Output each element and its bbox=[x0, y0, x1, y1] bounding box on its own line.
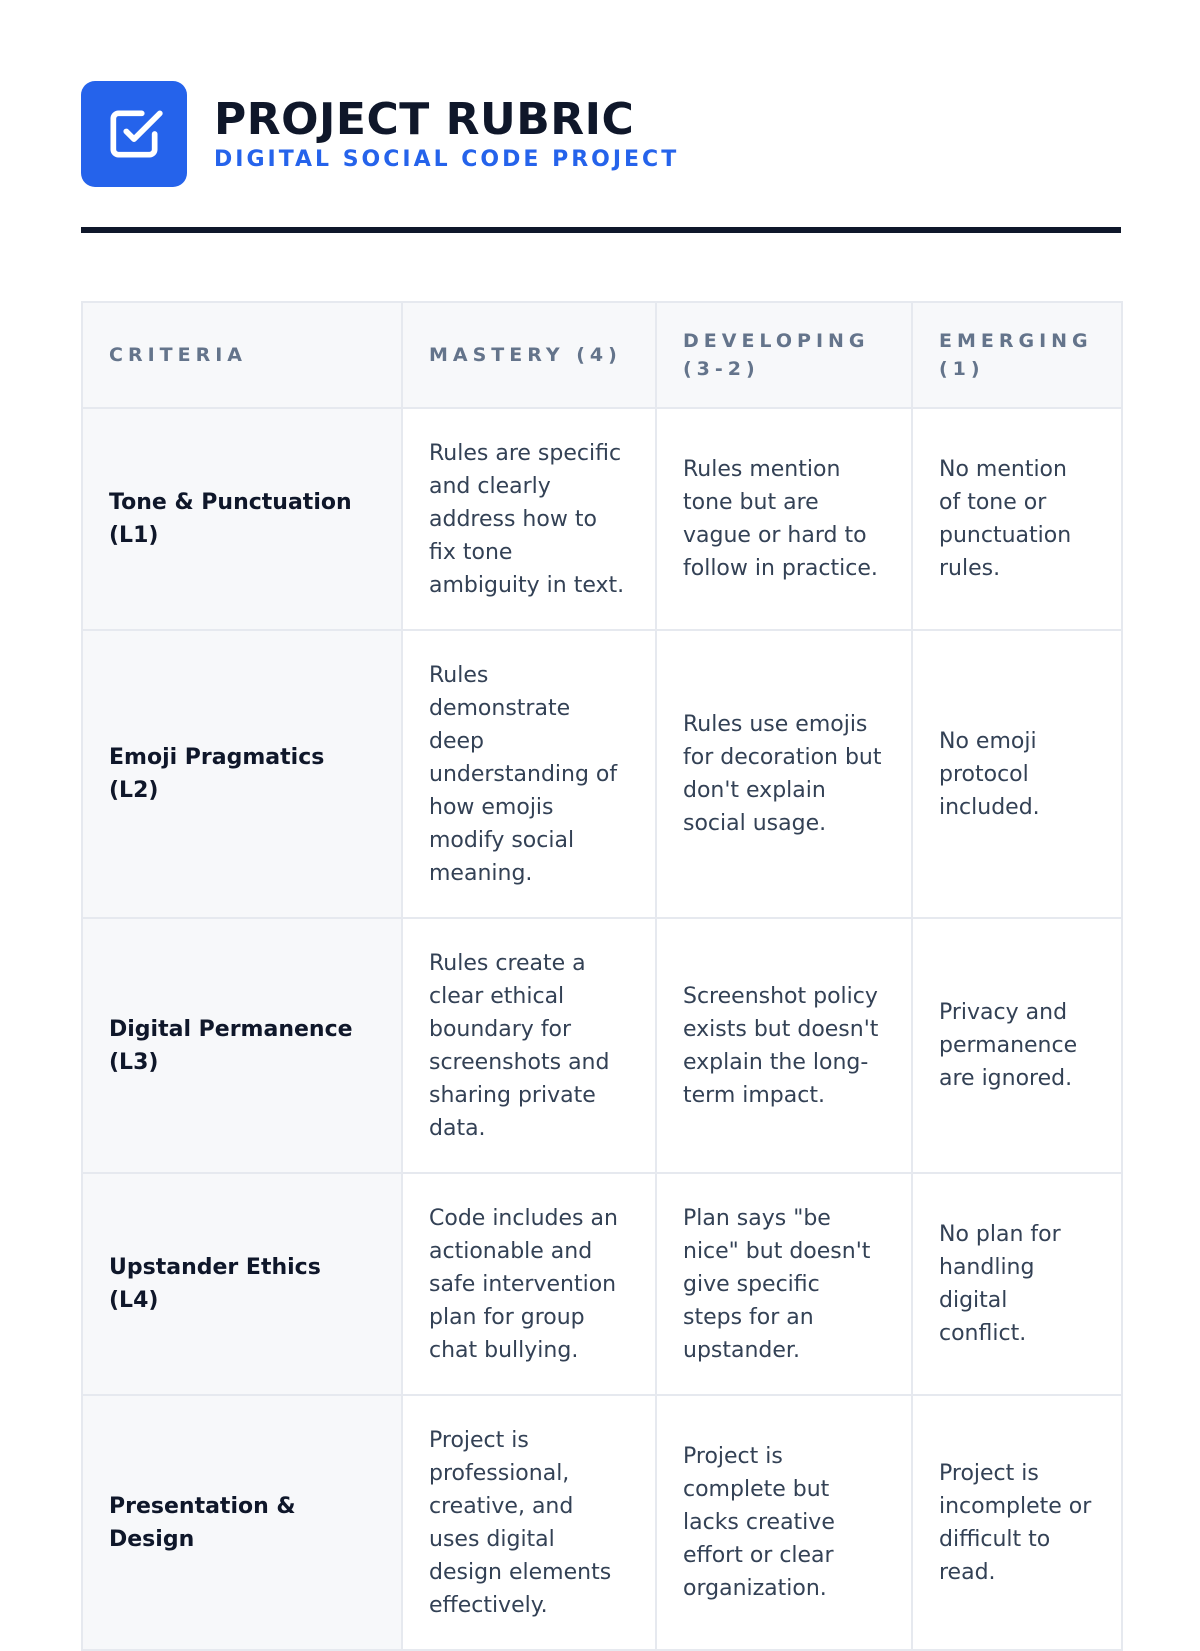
emerging-cell: Project is incomplete or difficult to read. bbox=[912, 1395, 1122, 1650]
rubric-table bbox=[81, 301, 1123, 1651]
emerging-cell: No plan for handling digital conflict. bbox=[912, 1173, 1122, 1395]
developing-cell: Screenshot policy exists but doesn't explain the long-term impact. bbox=[656, 918, 912, 1173]
mastery-cell: Rules create a clear ethical boundary for screenshots and sharing private data. bbox=[402, 918, 656, 1173]
header bbox=[81, 81, 1121, 187]
mastery-cell: Rules demonstrate deep understanding of how emojis modify social meaning. bbox=[402, 630, 656, 918]
mastery-cell: Rules are specific and clearly address how to fix tone ambiguity in text. bbox=[402, 408, 656, 630]
developing-cell: Project is complete but lacks creative effort or clear organization. bbox=[656, 1395, 912, 1650]
criteria-cell: Tone & Punctuation (L1) bbox=[82, 408, 402, 630]
header-titles bbox=[214, 94, 679, 174]
header-divider bbox=[81, 227, 1121, 233]
emerging-cell: Privacy and permanence are ignored. bbox=[912, 918, 1122, 1173]
column-header-developing: DEVELOPING (3-2) bbox=[656, 302, 912, 408]
table-row bbox=[82, 630, 1122, 918]
checkbox-check-icon bbox=[81, 81, 187, 187]
column-header-criteria: CRITERIA bbox=[82, 302, 402, 408]
developing-cell: Rules use emojis for decoration but don't explain social usage. bbox=[656, 630, 912, 918]
criteria-cell: Digital Permanence (L3) bbox=[82, 918, 402, 1173]
developing-cell: Rules mention tone but are vague or hard to follow in practice. bbox=[656, 408, 912, 630]
criteria-cell: Emoji Pragmatics (L2) bbox=[82, 630, 402, 918]
table-row bbox=[82, 1395, 1122, 1650]
page-subtitle: DIGITAL SOCIAL CODE PROJECT bbox=[214, 147, 680, 172]
table-row bbox=[82, 918, 1122, 1173]
mastery-cell: Project is professional, creative, and uses digital design elements effectively. bbox=[402, 1395, 656, 1650]
emerging-cell: No mention of tone or punctuation rules. bbox=[912, 408, 1122, 630]
table-row bbox=[82, 1173, 1122, 1395]
column-header-mastery: MASTERY (4) bbox=[402, 302, 656, 408]
rubric-page bbox=[81, 81, 1121, 1618]
page-title: PROJECT RUBRIC bbox=[214, 94, 635, 145]
column-header-emerging: EMERGING (1) bbox=[912, 302, 1122, 408]
table-header-row bbox=[82, 302, 1122, 408]
table-row bbox=[82, 408, 1122, 630]
mastery-cell: Code includes an actionable and safe intervention plan for group chat bullying. bbox=[402, 1173, 656, 1395]
developing-cell: Plan says "be nice" but doesn't give specific steps for an upstander. bbox=[656, 1173, 912, 1395]
criteria-cell: Presentation & Design bbox=[82, 1395, 402, 1650]
criteria-cell: Upstander Ethics (L4) bbox=[82, 1173, 402, 1395]
emerging-cell: No emoji protocol included. bbox=[912, 630, 1122, 918]
